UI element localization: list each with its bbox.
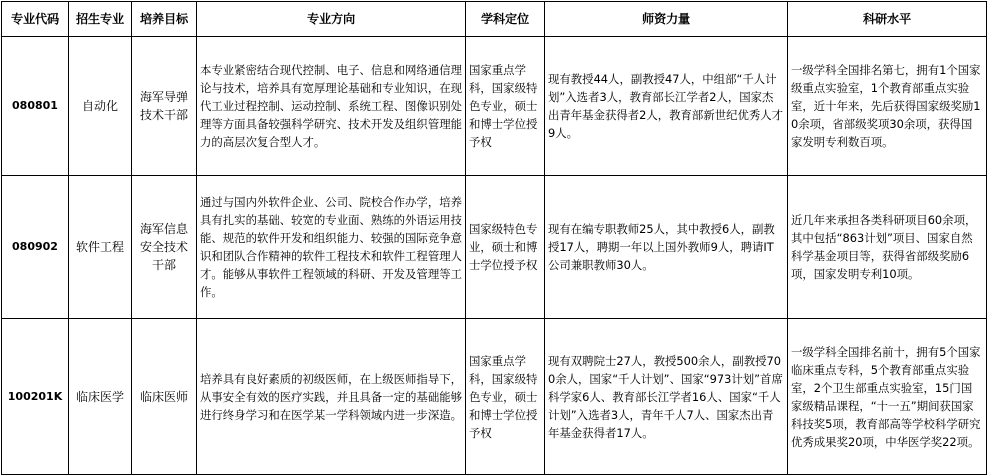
cell-research: 一级学科全国排名前十，拥有5个国家临床重点专科，5个教育部重点实验室，2个卫生部重点实验室，15门国家级精品课程，“十一五”期间获国家科技奖5项，教育部高等学校科学研究优秀成果奖20项，中华医学奖22项。 (788, 319, 987, 475)
cell-position: 国家重点学科，国家级特色专业，硕士和博士学位授予权 (466, 37, 545, 176)
cell-code: 080902 (2, 176, 69, 319)
cell-research: 一级学科全国排名第七，拥有1个国家级重点实验室，1个教育部重点实验室，近十年来，先后获得国家级奖励10余项，省部级奖项30余项，获得国家发明专利数百项。 (788, 37, 987, 176)
cell-faculty: 现有教授44人，副教授47人，中组部“千人计划”入选者3人，教育部长江学者2人，国家杰出青年基金获得者2人，教育部新世纪优秀人才9人。 (545, 37, 788, 176)
cell-major: 自动化 (69, 37, 132, 176)
cell-goal: 临床医师 (132, 319, 197, 475)
header-major: 招生专业 (69, 2, 132, 37)
cell-direction: 本专业紧密结合现代控制、电子、信息和网络通信理论与技术，培养具有宽厚理论基础和专业知识，在现代工业过程控制、运动控制、系统工程、图像识别处理等方面具备较强科学研究、技术开发及组织管理能力的高层次复合型人才。 (197, 37, 466, 176)
table-row (2, 37, 987, 176)
header-code: 专业代码 (2, 2, 69, 37)
header-position: 学科定位 (466, 2, 545, 37)
cell-major: 临床医学 (69, 319, 132, 475)
cell-faculty: 现有双聘院士27人，教授500余人，副教授700余人，国家“千人计划”、国家“973计划”首席科学家6人、教育部长江学者16人、国家“千人计划”入选者3人，青年千人7人、国家杰出青年基金获得者17人。 (545, 319, 788, 475)
cell-code: 100201K (2, 319, 69, 475)
header-direction: 专业方向 (197, 2, 466, 37)
header-faculty: 师资力量 (545, 2, 788, 37)
majors-table (1, 1, 987, 475)
header-row (2, 2, 987, 37)
cell-research: 近几年来承担各类科研项目60余项，其中包括“863计划”项目、国家自然科学基金项目等，获得省部级奖励6项，国家发明专利10项。 (788, 176, 987, 319)
cell-direction: 培养具有良好素质的初级医师，在上级医师指导下，从事安全有效的医疗实践，并且具备一定的基础能够进行终身学习和在医学某一学科领域内进一步深造。 (197, 319, 466, 475)
table-row (2, 176, 987, 319)
cell-faculty: 现有在编专职教师25人，其中教授6人，副教授17人，聘期一年以上国外教师9人，聘请IT公司兼职教师30人。 (545, 176, 788, 319)
cell-direction: 通过与国内外软件企业、公司、院校合作办学，培养具有扎实的基础、较宽的专业面、熟练的外语运用技能、规范的软件开发和组织能力、较强的国际竞争意识和团队合作精神的软件工程技术和软件工程管理人才。能够从事软件工程领域的科研、开发及管理等工作。 (197, 176, 466, 319)
cell-goal: 海军导弹技术干部 (132, 37, 197, 176)
header-research: 科研水平 (788, 2, 987, 37)
cell-code: 080801 (2, 37, 69, 176)
cell-goal: 海军信息安全技术干部 (132, 176, 197, 319)
cell-position: 国家重点学科，国家级特色专业，硕士和博士学位授予权 (466, 319, 545, 475)
table-row (2, 319, 987, 475)
cell-position: 国家级特色专业，硕士和博士学位授予权 (466, 176, 545, 319)
header-goal: 培养目标 (132, 2, 197, 37)
cell-major: 软件工程 (69, 176, 132, 319)
